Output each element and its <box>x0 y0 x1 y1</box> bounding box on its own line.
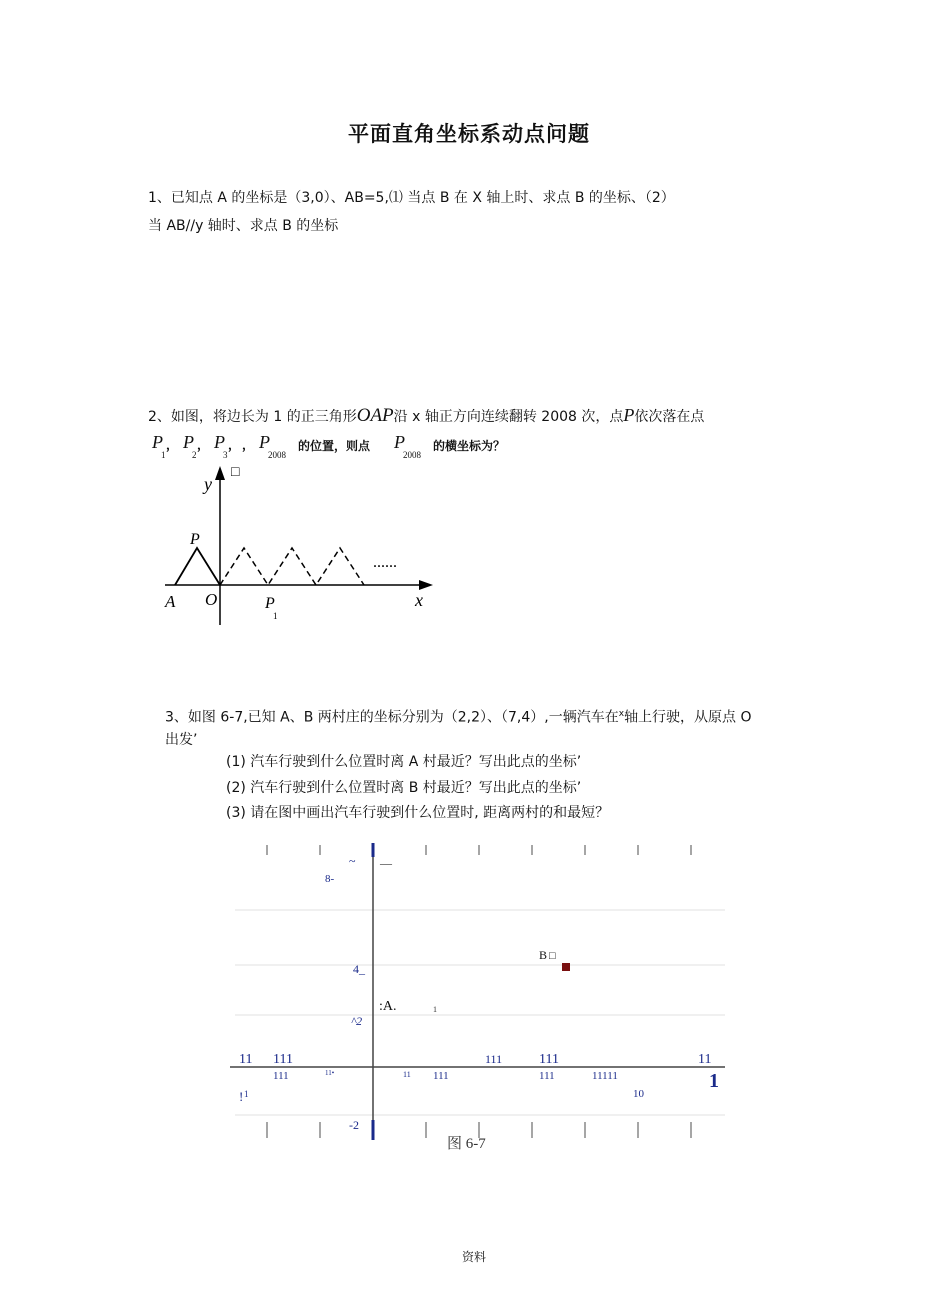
x-arrow-icon <box>419 580 433 590</box>
q3-line1a: 3、如图 6-7,已知 A、B 两村庄的坐标分别为（2,2）、（7,4）,一辆汽车在 <box>165 709 619 726</box>
q2-prefix: 2、如图，将边长为 1 的正三角形 <box>148 409 357 425</box>
fig67-dash: — <box>380 856 392 870</box>
p-sub-1: 1 <box>161 450 166 460</box>
q2-suffix: 依次落在点 <box>634 409 705 425</box>
village-a-label: :A. <box>379 999 397 1014</box>
fig67-row2-b: 11• <box>325 1069 335 1077</box>
fig67-small-1: 1 <box>433 1005 437 1014</box>
comma: ， <box>228 438 241 452</box>
q3-item-1: (1) 汽车行驶到什么位置时离 A 村最近？写出此点的坐标’ <box>226 754 582 770</box>
fig67-row1-d: 111 <box>539 1052 559 1067</box>
q3-line1b: 轴上行驶，从原点 O <box>624 709 752 726</box>
q2-line2-end: 的横坐标为？ <box>433 439 506 453</box>
fig67-tick-neg2: -2 <box>349 1118 359 1132</box>
fig67-row2-c: 11 <box>403 1070 411 1079</box>
fig67-bang-1: 1 <box>244 1089 249 1099</box>
q2-line2-text: 的位置，则点 <box>298 439 371 453</box>
y-arrow-icon <box>215 466 225 480</box>
fig-dots: ······ <box>373 559 398 573</box>
fig67-tick-8: 8- <box>325 873 335 885</box>
fig67-row2-e: 111 <box>539 1070 555 1082</box>
fig-label-x: x <box>415 590 423 610</box>
fig-label-p: P <box>190 531 200 548</box>
fig67-top-ticks <box>267 845 691 855</box>
fig67-row1-c: 111 <box>485 1052 503 1066</box>
p-sub-3: 3 <box>223 450 228 460</box>
q2-point-p: P <box>623 405 635 425</box>
fig67-row1-e: 11 <box>698 1052 712 1067</box>
figure-6-7 <box>225 835 735 1165</box>
fig67-ten: 10 <box>633 1088 644 1100</box>
comma: ， <box>166 438 179 452</box>
q3-line1 <box>165 704 752 728</box>
fig-label-y: y <box>204 474 212 494</box>
fig67-row1-a: 11 <box>239 1052 253 1067</box>
fig-label-a: A <box>165 592 176 611</box>
q2-triangle-label: OAP <box>356 405 394 426</box>
q1-line1: 1、已知点 A 的坐标是（3,0）、AB=5,⑴ 当点 B 在 X 轴上时、求点 B 的坐标、（2） <box>148 190 675 206</box>
village-b-marker <box>562 963 570 971</box>
page-footer: 资料 <box>462 1250 487 1264</box>
comma: ， <box>197 438 210 452</box>
q3-line2: 出发’ <box>165 732 198 748</box>
figure-caption: 图 6-7 <box>447 1136 486 1152</box>
triangle-oap <box>175 548 220 585</box>
triangle-flip-figure <box>155 460 455 630</box>
fig67-row2-f: 11111 <box>592 1070 618 1082</box>
p-symbol: P <box>394 432 405 452</box>
village-b-box: □ <box>549 950 556 962</box>
q3-x-small: x <box>618 709 625 719</box>
fig67-bang: ! <box>239 1089 244 1104</box>
q1-line2: 当 AB//y 轴时、求点 B 的坐标 <box>148 218 339 234</box>
q3-item-2: (2) 汽车行驶到什么位置时离 B 村最近？写出此点的坐标’ <box>226 780 582 796</box>
p-symbol: P <box>152 432 163 452</box>
comma: ， <box>242 438 255 452</box>
q2-line1 <box>148 405 704 427</box>
village-b-label: B <box>539 948 548 962</box>
fig67-row1-b: 111 <box>273 1052 293 1067</box>
fig-label-p1: P <box>265 595 275 612</box>
p-symbol: P <box>214 432 225 452</box>
p-sub-2008: 2008 <box>268 450 286 460</box>
fig-label-p1-sub: 1 <box>273 611 278 621</box>
q3-item-3: (3) 请在图中画出汽车行驶到什么位置时, 距离两村的和最短？ <box>226 805 610 821</box>
fig67-faint-grid <box>235 910 725 1115</box>
dashed-triangle <box>220 548 364 585</box>
fig-label-o: O <box>205 590 218 609</box>
p-sub-2: 2 <box>192 450 197 460</box>
p-symbol: P <box>259 432 270 452</box>
fig67-tick-2: ^2 <box>351 1014 363 1028</box>
q2-line2 <box>152 432 752 462</box>
fig67-tilde: ~ <box>349 854 356 868</box>
fig-box: □ <box>231 465 240 480</box>
page-title: 平面直角坐标系动点问题 <box>348 122 590 146</box>
fig67-tick-4: 4_ <box>353 962 365 976</box>
fig67-row2-a: 111 <box>273 1070 289 1082</box>
fig67-row2-d: 111 <box>433 1070 449 1082</box>
p-sub-2008: 2008 <box>403 450 421 460</box>
fig67-big-1: 1 <box>709 1070 719 1092</box>
q2-mid: 沿 x 轴正方向连续翻转 2008 次，点 <box>393 409 624 425</box>
p-symbol: P <box>183 432 194 452</box>
